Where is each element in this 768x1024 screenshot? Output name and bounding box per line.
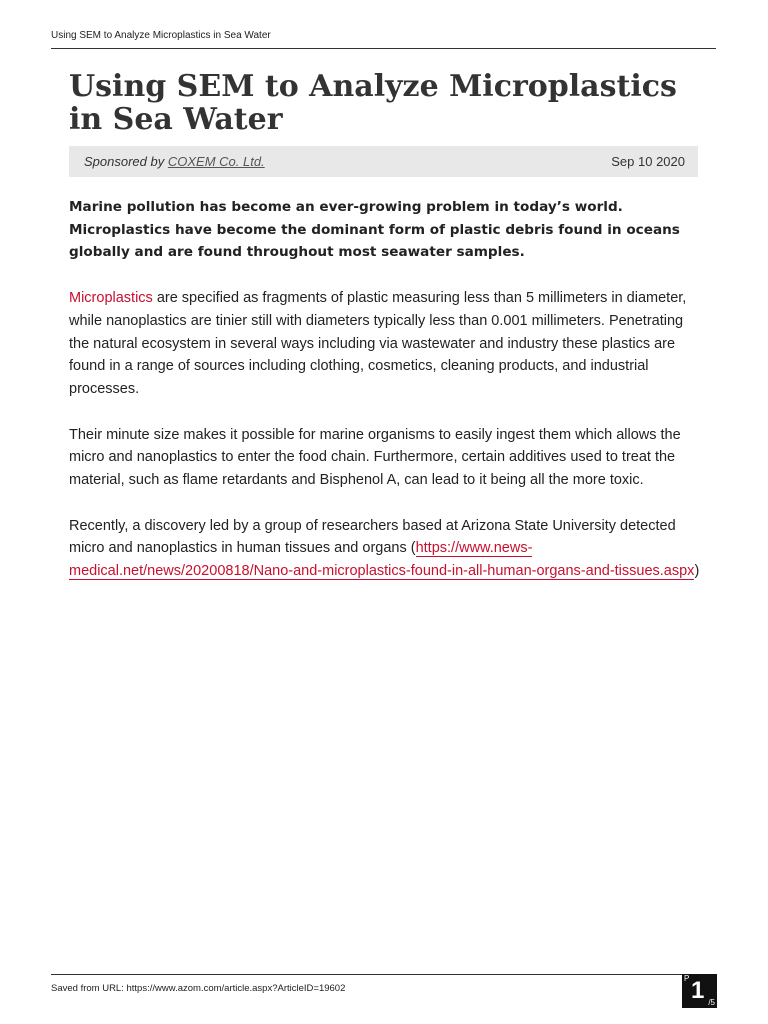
page-total: /5 (708, 998, 715, 1007)
paragraph-3-close: ) (694, 563, 700, 580)
news-medical-link[interactable]: https://www.news-medical.net/news/20200818/Nano-and-microplastics-found-in-all-human-organs-and-tissues.aspx (69, 540, 695, 580)
page-number-badge (682, 974, 717, 1008)
saved-from-url: Saved from URL: https://www.azom.com/article.aspx?ArticleID=19602 (51, 983, 346, 994)
article-body (69, 196, 702, 606)
paragraph-1-text: are specified as fragments of plastic measuring less than 5 millimeters in diameter, while nanoplastics are tinier still with diameters typically less than 0.001 millimeters. Penetrating the natural ecosystem in several ways including via wastewater and industry these plastics are found in a range of sources including clothing, cosmetics, cleaning products, and industrial processes. (69, 290, 687, 397)
sponsored-by-label: Sponsored by (84, 154, 165, 169)
paragraph-3 (69, 515, 702, 583)
article-title: Using SEM to Analyze Microplastics in Sea Water (69, 69, 677, 137)
microplastics-link[interactable]: Microplastics (69, 290, 153, 307)
byline-bar (69, 146, 698, 177)
paragraph-3-text: Recently, a discovery led by a group of researchers based at Arizona State University detected micro and nanoplastics in human tissues and organs ( (69, 517, 676, 557)
page-number: 1 (691, 977, 705, 1004)
paragraph-2: Their minute size makes it possible for marine organisms to easily ingest them which allows the micro and nanoplastics to enter the food chain. Furthermore, certain additives used to treat the material, such as flame retardants and Bisphenol A, can lead to it being all the more toxic. (69, 426, 681, 489)
lead-paragraph: Marine pollution has become an ever-growing problem in today’s world. Microplastics have become the dominant form of plastic debris found in oceans globally and are found throughout most seawater samples. (69, 199, 680, 261)
page-prefix: P (684, 974, 690, 983)
footer-divider (51, 974, 716, 975)
paragraph-1 (69, 287, 702, 401)
running-header: Using SEM to Analyze Microplastics in Sea Water (51, 30, 271, 41)
sponsor-link[interactable]: COXEM Co. Ltd. (167, 154, 265, 169)
sponsor-text (84, 154, 265, 169)
publish-date: Sep 10 2020 (611, 154, 685, 169)
header-divider (51, 48, 716, 49)
